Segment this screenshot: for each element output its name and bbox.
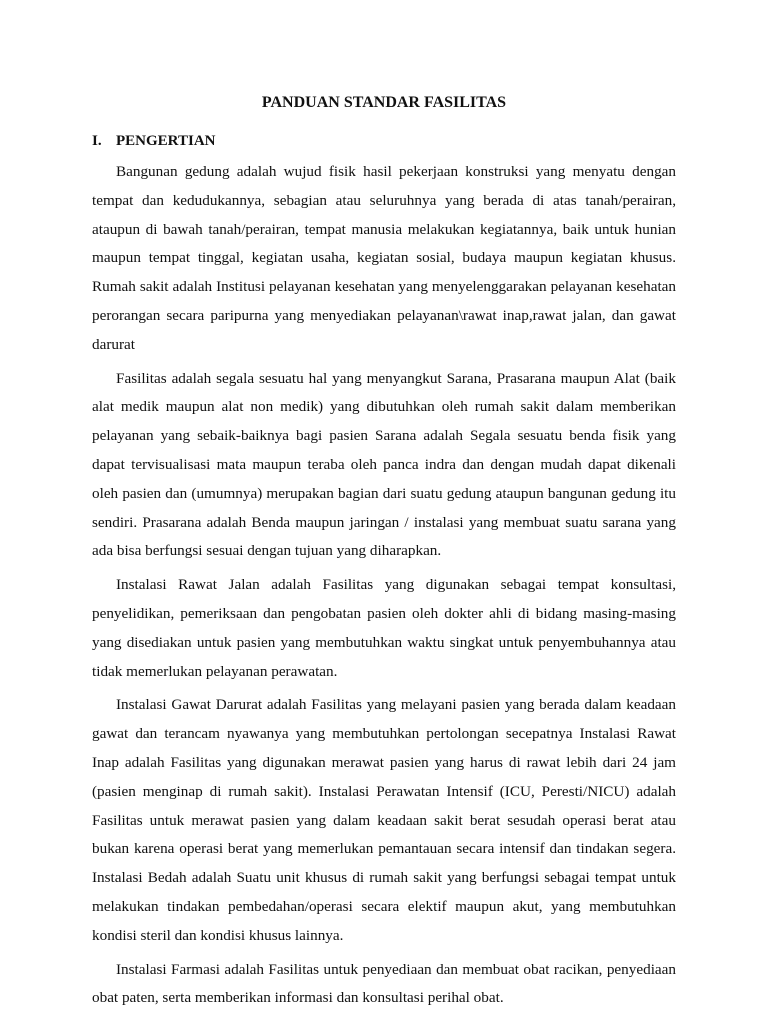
document-title: PANDUAN STANDAR FASILITAS [261, 94, 507, 111]
section-heading [92, 131, 216, 151]
paragraph-bangunan-gedung: Bangunan gedung adalah wujud fisik hasil pekerjaan konstruksi yang menyatu dengan tempat dan kedudukannya, sebagian atau seluruhnya yang berada di atas tanah/perairan, ataupun di bawah tanah/perairan, tempat manusia melakukan kegiatannya, baik untuk hunian maupun tempat tinggal, kegiatan usaha, kegiatan sosial, budaya maupun kegiatan khusus. Rumah sakit adalah Institusi pelayanan kesehatan yang menyelenggarakan pelayanan kesehatan perorangan secara paripurna yang menyediakan pelayanan\rawat inap,rawat jalan, dan gawat darurat [92, 163, 676, 353]
paragraph-instalasi-farmasi: Instalasi Farmasi adalah Fasilitas untuk penyediaan dan membuat obat racikan, penyediaan obat paten, serta memberikan informasi dan konsultasi perihal obat. [92, 960, 676, 1007]
paragraph-fasilitas: Fasilitas adalah segala sesuatu hal yang menyangkut Sarana, Prasarana maupun Alat (baik alat medik maupun alat non medik) yang dibutuhkan oleh rumah sakit dalam memberikan pelayanan yang sebaik-baiknya bagi pasien Sarana adalah Segala sesuatu benda fisik yang dapat tervisualisasi mata maupun teraba oleh panca indra dan dengan mudah dapat dikenali oleh pasien dan (umumnya) merupakan bagian dari suatu gedung ataupun bangunan gedung itu sendiri. Prasarana adalah Benda maupun jaringan / instalasi yang membuat suatu sarana yang ada bisa berfungsi sesuai dengan tujuan yang diharapkan. [92, 369, 676, 560]
section-number: I. [92, 133, 102, 149]
section-title: PENGERTIAN [116, 133, 216, 149]
paragraph-instalasi-rawat-jalan: Instalasi Rawat Jalan adalah Fasilitas yang digunakan sebagai tempat konsultasi, penyelidikan, pemeriksaan dan pengobatan pasien oleh dokter ahli di bidang masing-masing yang disediakan untuk pasien yang membutuhkan waktu singkat untuk penyembuhannya atau tidak memerlukan pelayanan perawatan. [92, 576, 676, 680]
document-body [92, 158, 676, 1018]
paragraph-instalasi-gawat-darurat: Instalasi Gawat Darurat adalah Fasilitas yang melayani pasien yang berada dalam keadaan gawat dan terancam nyawanya yang membutuhkan pertolongan secepatnya Instalasi Rawat Inap adalah Fasilitas yang digunakan merawat pasien yang harus di rawat lebih dari 24 jam (pasien menginap di rumah sakit). Instalasi Perawatan Intensif (ICU, Peresti/NICU) adalah Fasilitas untuk merawat pasien yang dalam keadaan sakit berat sesudah operasi berat atau bukan karena operasi berat yang memerlukan pemantauan secara intensif dan tindakan segera. Instalasi Bedah adalah Suatu unit khusus di rumah sakit yang berfungsi sebagai tempat untuk melakukan tindakan pembedahan/operasi secara elektif maupun akut, yang membutuhkan kondisi steril dan kondisi khusus lainnya. [92, 696, 676, 944]
